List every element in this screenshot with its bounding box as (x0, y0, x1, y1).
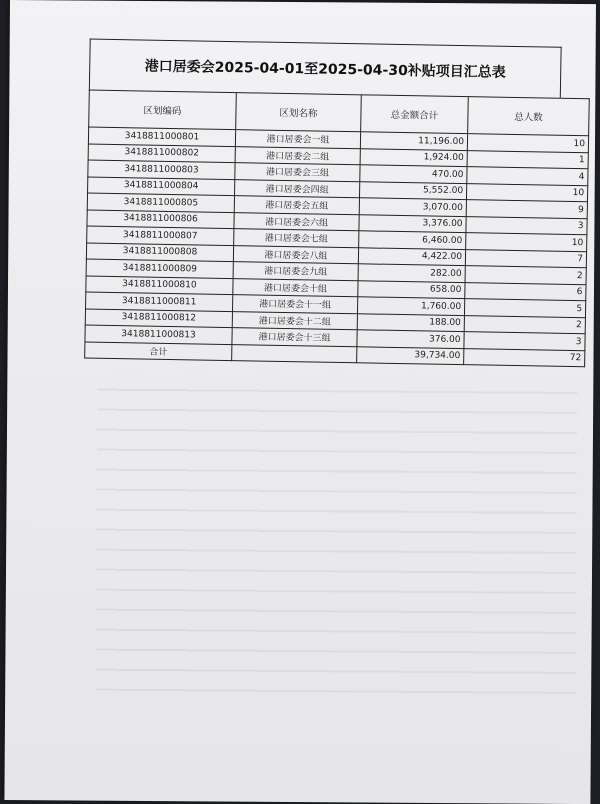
cell-name: 港口居委会十二组 (232, 311, 357, 330)
cell-code: 3418811000803 (88, 160, 235, 179)
cell-amount: 282.00 (358, 264, 465, 282)
cell-code: 3418811000806 (87, 210, 234, 229)
bleed-through-texture (95, 371, 577, 694)
cell-amount: 658.00 (358, 280, 465, 298)
cell-count: 1 (467, 150, 588, 169)
cell-amount: 188.00 (357, 313, 464, 331)
cell-code: 3418811000812 (85, 309, 232, 328)
total-amount: 39,734.00 (357, 346, 464, 364)
subsidy-summary-table (84, 90, 590, 368)
cell-code: 3418811000802 (88, 144, 235, 163)
cell-name: 港口居委会十组 (233, 278, 358, 297)
cell-amount: 3,070.00 (359, 198, 466, 216)
cell-count: 3 (466, 216, 587, 235)
cell-code: 3418811000808 (86, 243, 233, 262)
cell-amount: 376.00 (357, 330, 464, 348)
cell-amount: 4,422.00 (358, 247, 465, 265)
total-label: 合计 (85, 342, 232, 361)
cell-code: 3418811000801 (88, 127, 235, 146)
cell-name: 港口居委会一组 (235, 130, 360, 149)
header-count: 总人数 (468, 97, 590, 136)
header-amount: 总金额合计 (361, 95, 469, 134)
total-count: 72 (464, 348, 585, 367)
total-name (232, 344, 357, 363)
cell-name: 港口居委会五组 (234, 196, 359, 215)
cell-amount: 470.00 (360, 165, 467, 183)
cell-code: 3418811000804 (88, 177, 235, 196)
cell-count: 10 (466, 233, 587, 252)
summary-table-sheet (84, 39, 586, 367)
cell-name: 港口居委会三组 (235, 163, 360, 182)
cell-count: 9 (466, 200, 587, 219)
cell-name: 港口居委会四组 (235, 179, 360, 198)
cell-amount: 11,196.00 (360, 132, 467, 150)
cell-count: 10 (467, 134, 588, 153)
cell-name: 港口居委会八组 (233, 245, 358, 264)
cell-name: 港口居委会六组 (234, 212, 359, 231)
cell-code: 3418811000810 (86, 276, 233, 295)
cell-amount: 1,760.00 (357, 297, 464, 315)
paper-sheet (4, 0, 596, 804)
cell-count: 2 (464, 315, 585, 334)
cell-code: 3418811000807 (87, 226, 234, 245)
cell-count: 6 (465, 282, 586, 301)
cell-code: 3418811000811 (86, 292, 233, 311)
cell-name: 港口居委会七组 (234, 229, 359, 248)
header-code: 区划编码 (89, 90, 237, 130)
cell-amount: 3,376.00 (359, 214, 466, 232)
cell-count: 3 (464, 332, 585, 351)
cell-count: 2 (465, 266, 586, 285)
cell-count: 4 (467, 167, 588, 186)
table-title: 港口居委会2025-04-01至2025-04-30补贴项目汇总表 (89, 39, 562, 98)
cell-amount: 5,552.00 (359, 181, 466, 199)
header-name: 区划名称 (236, 93, 362, 132)
cell-name: 港口居委会二组 (235, 146, 360, 165)
cell-count: 10 (466, 183, 587, 202)
cell-amount: 1,924.00 (360, 148, 467, 166)
cell-name: 港口居委会十三组 (232, 328, 357, 347)
cell-count: 7 (465, 249, 586, 268)
cell-name: 港口居委会十一组 (232, 295, 357, 314)
cell-amount: 6,460.00 (359, 231, 466, 249)
cell-code: 3418811000813 (85, 325, 232, 344)
cell-count: 5 (464, 299, 585, 318)
cell-name: 港口居委会九组 (233, 262, 358, 281)
cell-code: 3418811000809 (86, 259, 233, 278)
cell-code: 3418811000805 (87, 193, 234, 212)
